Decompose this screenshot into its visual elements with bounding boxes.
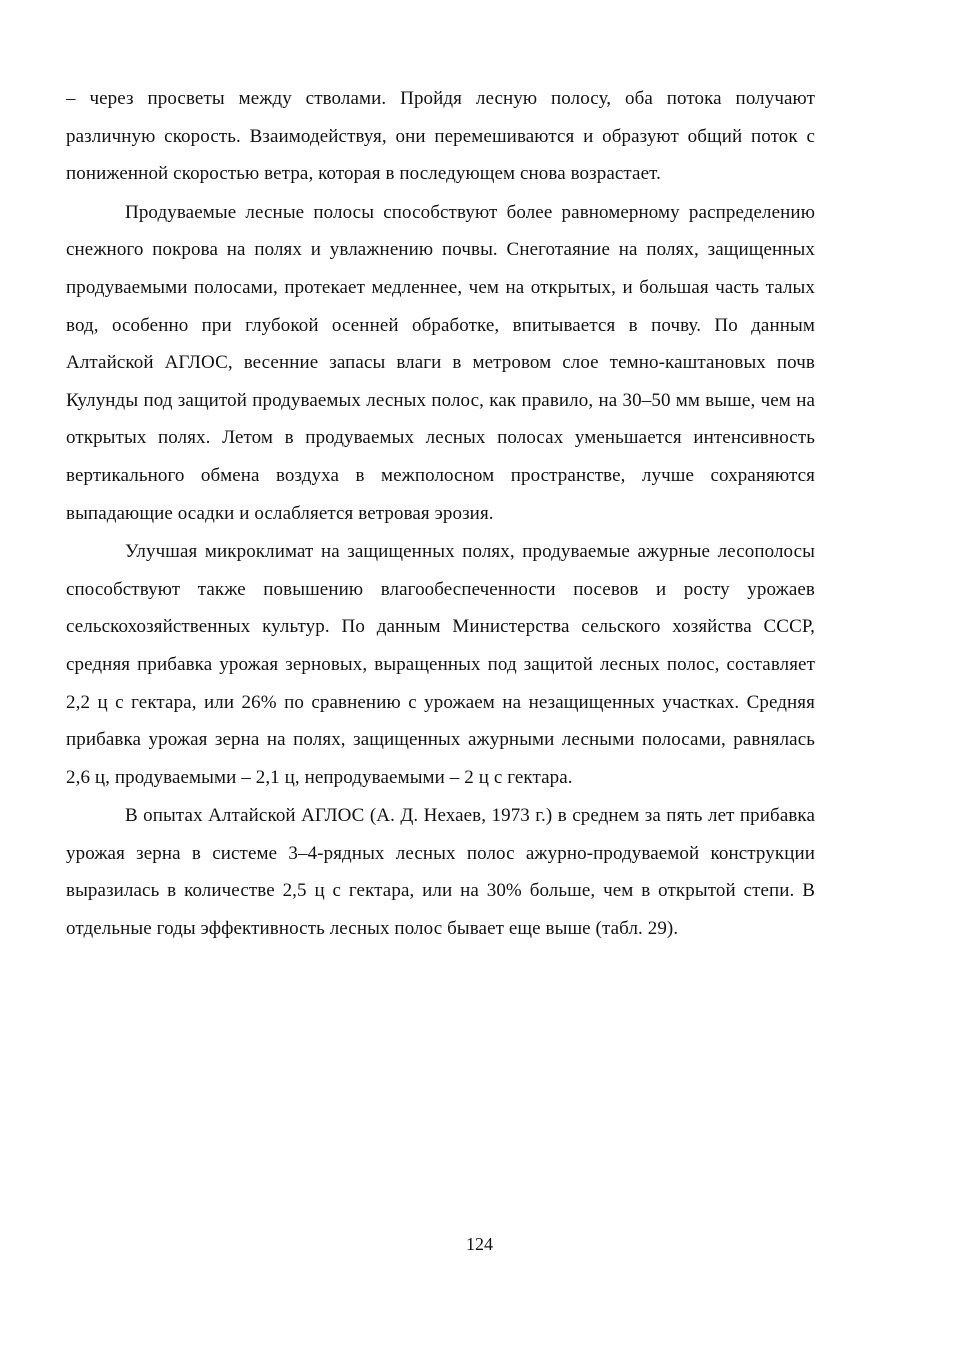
page-number: 124 (466, 1234, 493, 1254)
paragraph-3: Улучшая микроклимат на защищенных полях, продуваемые ажурные лесополосы способствуют также повышению влагообеспеченности посевов и росту урожаев сельскохозяйственных культур. По данным Министерства сельского хозяйства СССР, средняя прибавка урожая зерновых, выращенных под защитой лесных полос, составляет 2,2 ц с гектара, или 26% по сравнению с урожаем на незащищенных участках. Средняя прибавка урожая зерна на полях, защищенных ажурными лесными полосами, равнялась 2,6 ц, продуваемыми – 2,1 ц, непродуваемыми – 2 ц с гектара. (66, 541, 815, 788)
paragraph-1: – через просветы между стволами. Пройдя лесную полосу, оба потока получают различную скорость. Взаимодействуя, они перемешиваются и образуют общий поток с пониженной скоростью ветра, которая в последующем снова возрастает. (66, 88, 815, 185)
paragraph-4: В опытах Алтайской АГЛОС (А. Д. Нехаев, 1973 г.) в среднем за пять лет прибавка урожая зерна в системе 3–4-рядных лесных полос ажурно-продуваемой конструкции выразилась в количестве 2,5 ц с гектара, или на 30% больше, чем в открытой степи. В отдельные годы эффективность лесных полос бывает еще выше (табл. 29). (66, 805, 815, 940)
body-text (66, 80, 815, 948)
paragraph-2: Продуваемые лесные полосы способствуют более равномерному распределению снежного покрова на полях и увлажнению почвы. Снеготаяние на полях, защищенных продуваемыми полосами, протекает медленнее, чем на открытых, и большая часть талых вод, особенно при глубокой осенней обработке, впитывается в почву. По данным Алтайской АГЛОС, весенние запасы влаги в метровом слое темно-каштановых почв Кулунды под защитой продуваемых лесных полос, как правило, на 30–50 мм выше, чем на открытых полях. Летом в продуваемых лесных полосах уменьшается интенсивность вертикального обмена воздуха в межполосном пространстве, лучше сохраняются выпадающие осадки и ослабляется ветровая эрозия. (66, 201, 815, 524)
